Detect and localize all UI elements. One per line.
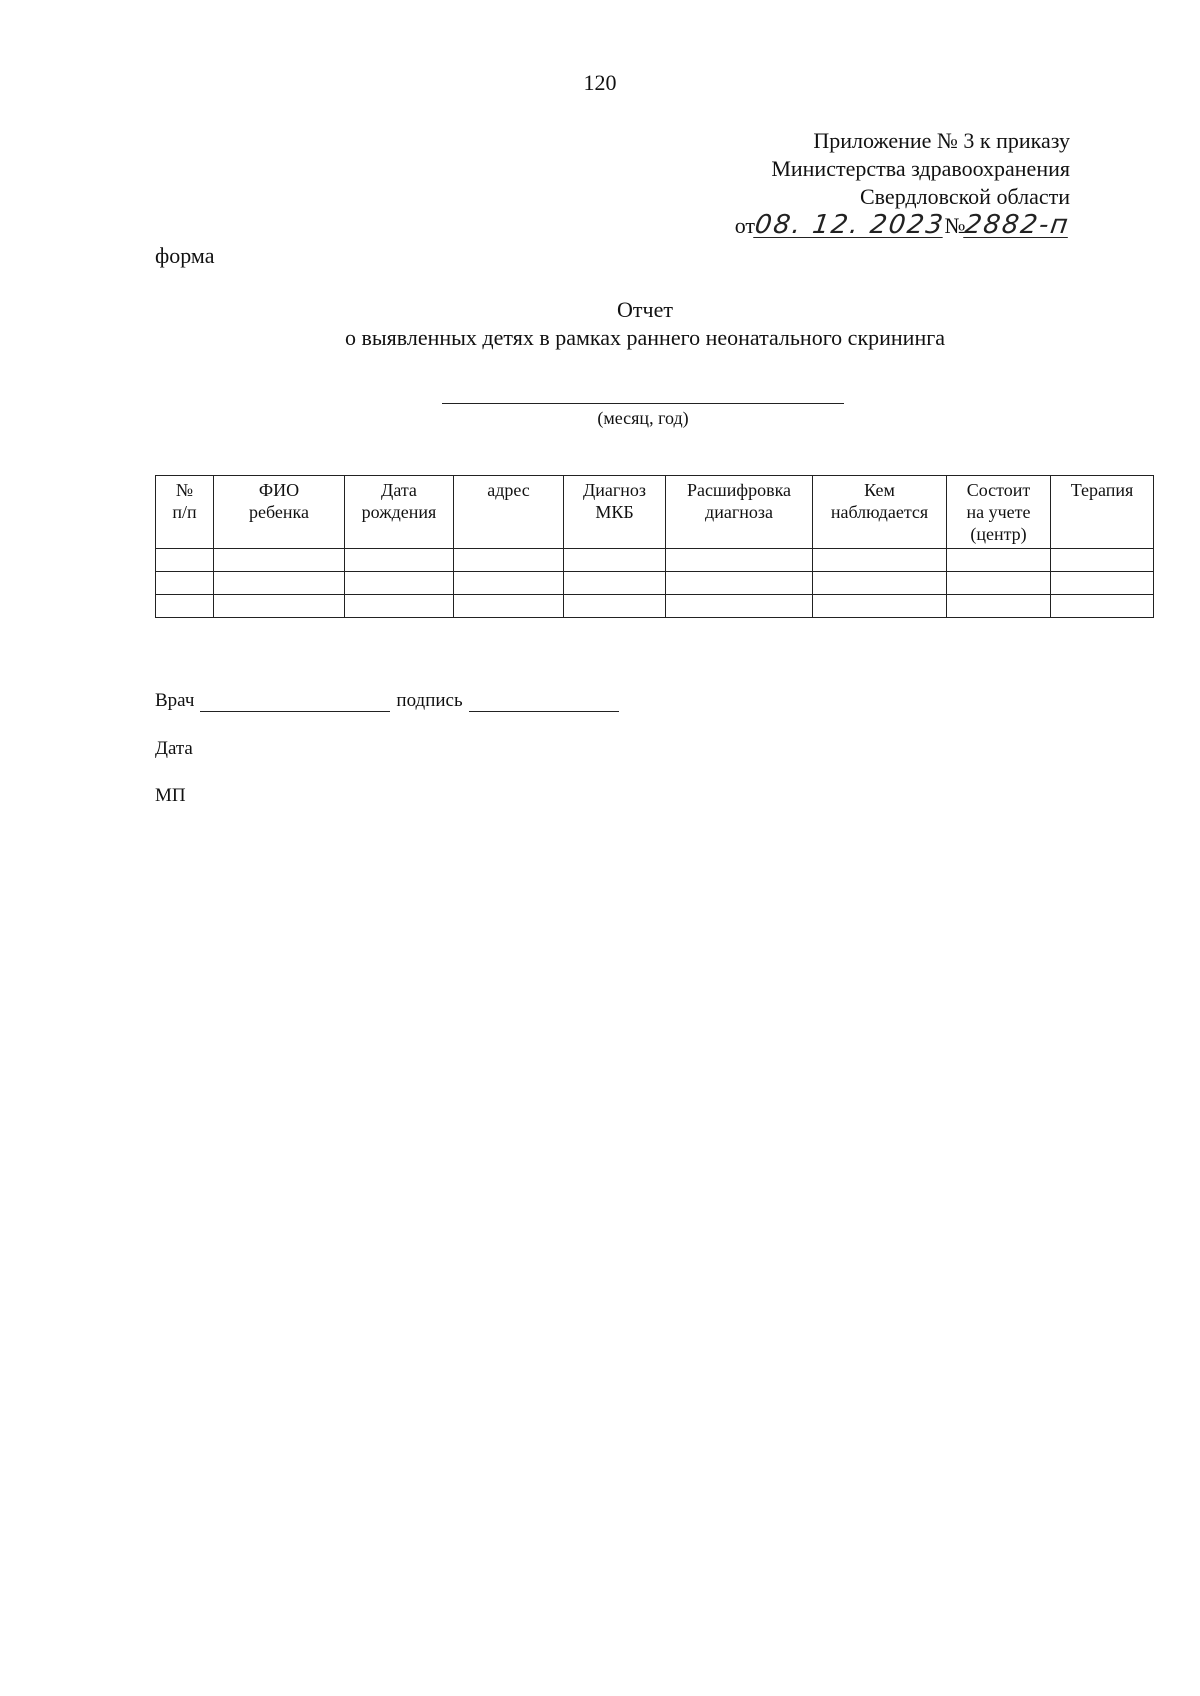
table-row <box>156 549 1154 572</box>
stamp-label: МП <box>155 785 186 806</box>
page-number: 120 <box>583 70 617 95</box>
header-address: адрес <box>454 476 564 549</box>
table-row <box>156 595 1154 618</box>
header-number: № п/п <box>156 476 214 549</box>
order-number-handwritten: 2882-п <box>963 210 1073 240</box>
header-registered-center: Состоит на учете (центр) <box>947 476 1051 549</box>
date-label: Дата <box>155 738 193 759</box>
report-title: Отчет <box>617 297 673 322</box>
header-child-name: ФИО ребенка <box>214 476 345 549</box>
order-prefix: от <box>734 213 756 238</box>
header-birth-date: Дата рождения <box>345 476 454 549</box>
doctor-label: Врач <box>155 690 195 711</box>
header-observed-by: Кем наблюдается <box>813 476 947 549</box>
doctor-name-blank <box>200 693 390 712</box>
report-table <box>155 475 1154 618</box>
signature-block <box>155 690 625 712</box>
appendix-line-2: Министерства здравоохранения <box>771 156 1070 181</box>
form-label: форма <box>155 243 215 268</box>
header-icd-diagnosis: Диагноз МКБ <box>564 476 666 549</box>
appendix-header <box>734 127 1073 240</box>
period-blank-line <box>442 403 844 404</box>
appendix-line-1: Приложение № 3 к приказу <box>813 128 1070 153</box>
header-therapy: Терапия <box>1051 476 1154 549</box>
order-date-handwritten: 08. 12. 2023 <box>752 210 947 240</box>
order-number-sign: № <box>944 213 966 238</box>
table-header-row <box>156 476 1154 549</box>
period-caption: (месяц, год) <box>597 408 689 428</box>
report-title-block <box>0 296 1200 352</box>
report-subtitle: о выявленных детях в рамках раннего неонатального скрининга <box>344 325 946 350</box>
header-diagnosis-description: Расшифровка диагноза <box>666 476 813 549</box>
sign-label: подпись <box>396 690 463 711</box>
table-row <box>156 572 1154 595</box>
signature-blank <box>469 693 619 712</box>
order-reference <box>734 210 1073 240</box>
appendix-line-3: Свердловской области <box>860 184 1070 209</box>
